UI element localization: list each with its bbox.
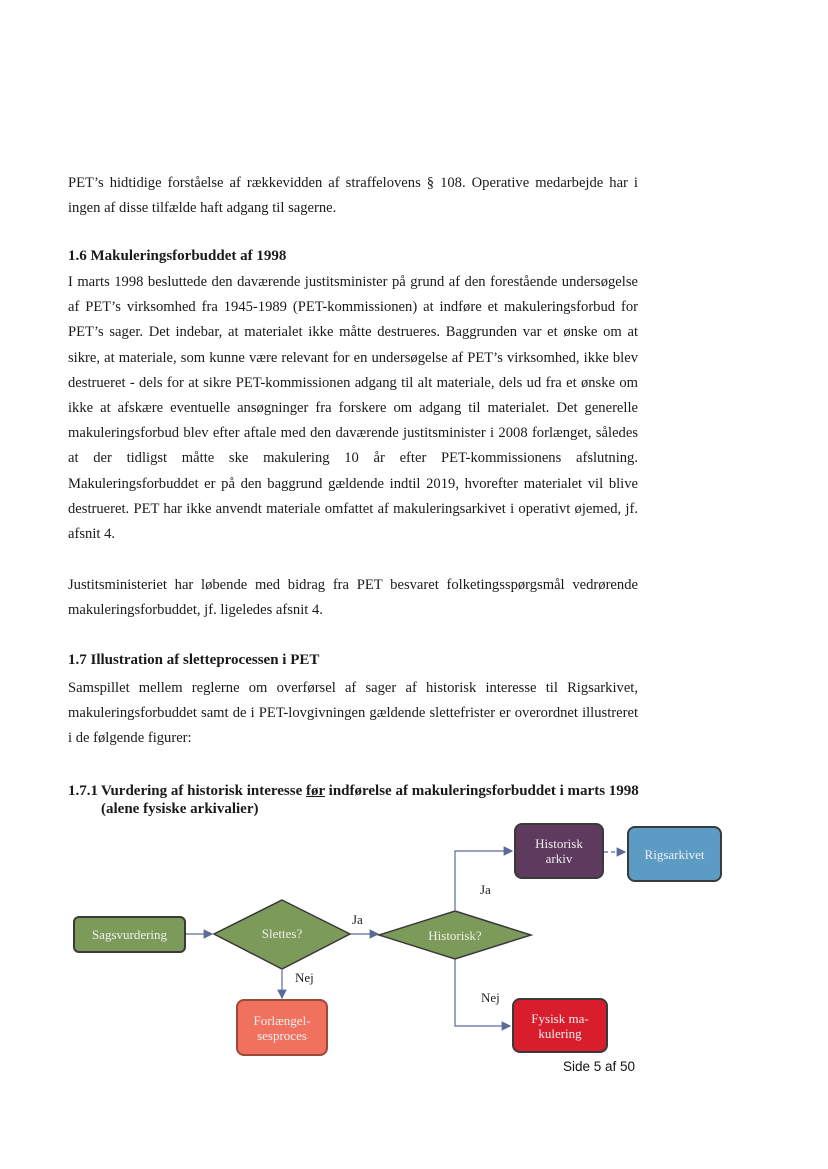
rigsarkivet-label: Rigsarkivet [644, 846, 705, 862]
arrow-historisk-to-arkiv [455, 851, 512, 910]
historisk-arkiv-line2: arkiv [545, 851, 573, 866]
fysisk-makulering-box [512, 998, 608, 1053]
section-1-7-paragraph: Samspillet mellem reglerne om overførsel af sager af historisk interesse til Rigsarkivet, makuleringsforbuddet samt de i PET-lovgivningen gældende slettefrister er overordnet illustreret i de følgende figurer: [68, 680, 638, 747]
section-1-6-paragraph-1: I marts 1998 besluttede den daværende justitsminister på grund af den forestående undersøgelse af PET’s virksomhed fra 1945-1989 (PET-kommissionen) at indføre et makuleringsforbud for PET’s sager. Det indebar, at materialet ikke måtte destrueres. Baggrunden var et ønske om at sikre, at materiale, som kunne være relevant for en undersøgelse af PET’s virksomhed, ikke blev destrueret - dels for at sikre PET-kommissionen adgang til alt materiale, dels ud fra et ønske om ikke at afskære eventuelle ansøgninger fra forskere om adgang til materialet. Det generelle makuleringsforbud blev efter aftale med den daværende justitsminister i 2008 forlænget, således at der tidligst måtte ske makulering 10 år efter PET-kommissionens afslutning. Makuleringsforbuddet er på den baggrund gældende indtil 2019, hvorefter materialet vil blive destrueret. PET har ikke anvendt materiale omfattet af makuleringsarkivet i operativt øjemed, jf. afsnit 4. [68, 274, 638, 543]
historisk-arkiv-line1: Historisk [535, 836, 583, 851]
section-1-6-paragraph-2: Justitsministeriet har løbende med bidrag fra PET besvaret folketingsspørgsmål vedrørende makuleringsforbuddet, jf. ligeledes afsnit 4. [68, 577, 638, 619]
sagsvurdering-box [73, 916, 186, 953]
label-nej-slettes: Nej [295, 970, 314, 985]
title-line-2: (alene fysiske arkivalier) [101, 801, 259, 817]
historisk-arkiv-box [514, 823, 604, 879]
forlaengel-line2: sesproces [257, 1027, 307, 1043]
section-number: 1.7.1 [68, 783, 98, 799]
page-number: Side 5 af 50 [563, 1059, 636, 1074]
fysisk-line2: kulering [538, 1025, 582, 1041]
label-ja-historisk: Ja [480, 882, 491, 897]
title-part-1: Vurdering af historisk interesse [101, 783, 307, 799]
label-nej-historisk: Nej [481, 990, 500, 1005]
section-1-6-heading: 1.6 Makuleringsforbuddet af 1998 [68, 248, 287, 264]
forlaengel-line1: Forlængel- [253, 1012, 311, 1028]
forlaengel-box [236, 999, 328, 1056]
intro-paragraph: PET’s hidtidige forståelse af rækkevidden af straffelovens § 108. Operative medarbejde har i ingen af disse tilfælde haft adgang til sagerne. [68, 175, 638, 217]
title-part-2: indførelse af makuleringsforbuddet i marts 1998 [324, 783, 639, 799]
title-underlined: før [306, 783, 325, 799]
label-ja-slettes: Ja [352, 912, 363, 927]
sagsvurdering-label: Sagsvurdering [91, 927, 168, 942]
historisk-question-label: Historisk? [428, 928, 482, 943]
rigsarkivet-box [627, 826, 722, 882]
fysisk-line1: Fysisk ma- [531, 1010, 589, 1026]
section-1-7-heading: 1.7 Illustration af sletteprocessen i PET [68, 652, 320, 668]
slettes-label: Slettes? [261, 926, 303, 941]
